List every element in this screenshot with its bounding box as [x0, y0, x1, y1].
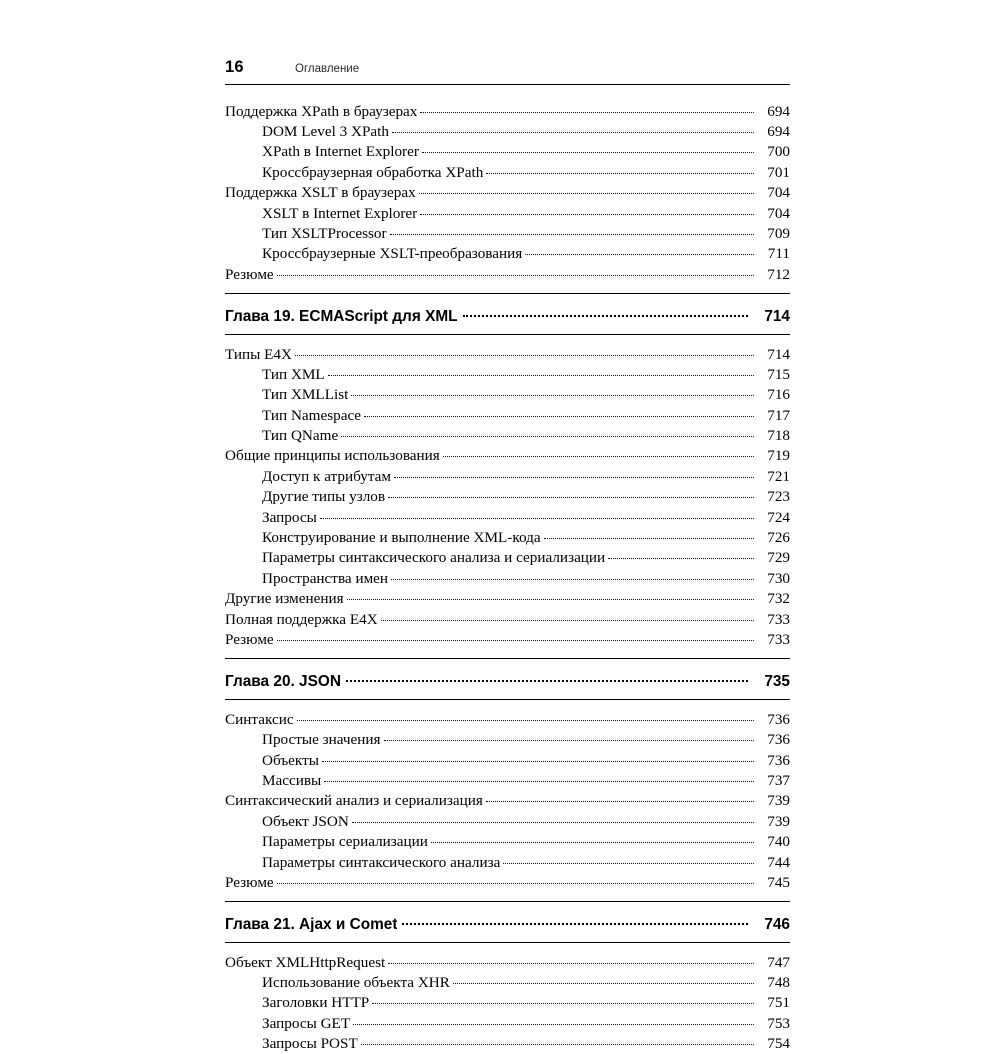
toc-entry-label: Типы E4X: [225, 346, 292, 362]
toc-entry-page-number: 740: [767, 833, 790, 851]
toc-entry-label: DOM Level 3 XPath: [262, 123, 389, 140]
toc-leader-dots: [463, 314, 748, 317]
toc-entry-page-number: 736: [767, 710, 790, 728]
toc-entry-row[interactable]: [225, 629, 790, 649]
toc-leader-dots: [486, 172, 754, 174]
toc-entry-label: Поддержка XSLT в браузерах: [225, 185, 416, 201]
toc-leader-dots: [390, 233, 754, 235]
toc-leader-dots: [394, 476, 754, 478]
toc-chapter-row[interactable]: [225, 901, 790, 943]
toc-entry-page-number: 751: [767, 994, 790, 1012]
toc-entry-label: Резюме: [225, 874, 274, 891]
toc-entry-row[interactable]: [225, 750, 790, 770]
toc-entry-label: Пространства имен: [262, 570, 389, 587]
toc-entry-row[interactable]: [225, 568, 790, 588]
toc-entry-label: Тип QName: [262, 428, 339, 444]
toc-entry-label: Параметры синтаксического анализа: [262, 854, 501, 870]
toc-entry-page-number: 694: [767, 122, 790, 140]
toc-entry-page-number: 735: [764, 672, 790, 690]
toc-entry-page-number: 754: [767, 1035, 790, 1053]
toc-entry-label: Общие принципы использования: [225, 448, 440, 464]
toc-entry-row[interactable]: [225, 507, 790, 527]
toc-leader-dots: [351, 394, 754, 396]
toc-entry-row[interactable]: [225, 121, 790, 141]
toc-entry-row[interactable]: [225, 405, 790, 425]
page-content: [225, 58, 790, 1054]
toc-entry-label: Кроссбраузерные XSLT-преобразования: [262, 246, 523, 262]
toc-entry-row[interactable]: [225, 1013, 790, 1033]
toc-entry-label: Параметры сериализации: [262, 834, 428, 850]
table-of-contents: [225, 101, 790, 1054]
toc-leader-dots: [388, 962, 754, 964]
toc-entry-row[interactable]: [225, 832, 790, 852]
toc-leader-dots: [297, 719, 754, 721]
toc-entry-row[interactable]: [225, 142, 790, 162]
toc-entry-page-number: 726: [767, 529, 790, 547]
toc-leader-dots: [422, 151, 754, 153]
toc-leader-dots: [453, 982, 754, 984]
toc-entry-page-number: 712: [767, 265, 790, 283]
toc-entry-page-number: 748: [767, 974, 790, 992]
toc-entry-row[interactable]: [225, 852, 790, 872]
toc-entry-page-number: 753: [767, 1014, 790, 1032]
toc-entry-page-number: 733: [767, 610, 790, 628]
toc-entry-label: Другие типы узлов: [262, 489, 386, 505]
toc-leader-dots: [346, 679, 748, 682]
running-title: Оглавление: [295, 63, 360, 75]
toc-entry-row[interactable]: [225, 385, 790, 405]
toc-entry-label: Кроссбраузерная обработка XPath: [262, 164, 484, 180]
toc-leader-dots: [420, 213, 754, 215]
toc-leader-dots: [341, 435, 754, 437]
toc-entry-label: Другие изменения: [225, 591, 344, 607]
toc-leader-dots: [431, 841, 754, 843]
toc-entry-page-number: 704: [767, 184, 790, 202]
toc-leader-dots: [324, 780, 754, 782]
toc-entry-page-number: 736: [767, 731, 790, 749]
toc-entry-row[interactable]: [225, 973, 790, 993]
toc-entry-label: XPath в Internet Explorer: [262, 144, 419, 160]
toc-chapter-row[interactable]: [225, 658, 790, 700]
toc-entry-row[interactable]: [225, 548, 790, 568]
toc-leader-dots: [402, 922, 748, 925]
toc-entry-page-number: 744: [767, 853, 790, 871]
toc-entry-page-number: 711: [767, 245, 790, 263]
toc-entry-label: Заголовки HTTP: [262, 995, 370, 1011]
toc-entry-row[interactable]: [225, 264, 790, 284]
toc-leader-dots: [295, 354, 754, 356]
toc-entry-label: Тип XMLList: [262, 387, 349, 403]
toc-entry-label: Массивы: [262, 772, 322, 789]
toc-entry-label: XSLT в Internet Explorer: [262, 205, 418, 221]
toc-entry-row[interactable]: [225, 162, 790, 182]
toc-leader-dots: [388, 496, 754, 498]
toc-entry-page-number: 739: [767, 792, 790, 810]
toc-entry-page-number: 719: [767, 447, 790, 465]
toc-entry-row[interactable]: [225, 952, 790, 972]
toc-leader-dots: [420, 111, 754, 113]
toc-entry-page-number: 732: [767, 590, 790, 608]
toc-entry-page-number: 737: [767, 771, 790, 789]
toc-entry-row[interactable]: [225, 344, 790, 364]
toc-leader-dots: [544, 537, 754, 539]
running-head: [225, 58, 790, 85]
toc-entry-label: Синтаксический анализ и сериализация: [225, 793, 483, 809]
toc-entry-page-number: 694: [767, 102, 790, 120]
toc-entry-page-number: 716: [767, 386, 790, 404]
toc-leader-dots: [364, 415, 754, 417]
toc-entry-row[interactable]: [225, 466, 790, 486]
toc-entry-label: Синтаксис: [225, 711, 294, 727]
toc-entry-page-number: 709: [767, 224, 790, 242]
toc-leader-dots: [322, 760, 754, 762]
toc-entry-row[interactable]: [225, 791, 790, 811]
toc-leader-dots: [361, 1043, 754, 1045]
toc-leader-dots: [372, 1002, 754, 1004]
toc-entry-page-number: 745: [767, 873, 790, 891]
toc-entry-row[interactable]: [225, 203, 790, 223]
toc-leader-dots: [486, 800, 754, 802]
toc-entry-label: Объект JSON: [262, 813, 349, 829]
toc-leader-dots: [277, 274, 754, 276]
toc-entry-row[interactable]: [225, 811, 790, 831]
toc-entry-row[interactable]: [225, 589, 790, 609]
toc-entry-label: Тип XML: [262, 366, 325, 383]
toc-entry-row[interactable]: [225, 709, 790, 729]
toc-entry-page-number: 704: [767, 204, 790, 222]
toc-leader-dots: [443, 455, 754, 457]
toc-entry-label: Простые значения: [262, 732, 381, 748]
toc-entry-label: Поддержка XPath в браузерах: [225, 103, 418, 119]
toc-entry-label: Глава 20. JSON: [225, 673, 341, 690]
toc-leader-dots: [353, 1023, 754, 1025]
toc-entry-page-number: 739: [767, 812, 790, 830]
toc-leader-dots: [392, 131, 754, 133]
toc-entry-page-number: 730: [767, 569, 790, 587]
toc-entry-page-number: 736: [767, 751, 790, 769]
toc-leader-dots: [277, 639, 754, 641]
toc-entry-page-number: 724: [767, 508, 790, 526]
toc-leader-dots: [320, 517, 754, 519]
toc-leader-dots: [277, 882, 754, 884]
toc-entry-page-number: 718: [767, 427, 790, 445]
toc-leader-dots: [384, 739, 754, 741]
toc-entry-label: Резюме: [225, 631, 274, 648]
toc-entry-label: Резюме: [225, 266, 274, 282]
toc-entry-page-number: 700: [767, 143, 790, 161]
toc-entry-page-number: 714: [764, 307, 790, 325]
toc-entry-page-number: 715: [767, 365, 790, 383]
toc-entry-page-number: 729: [767, 549, 790, 567]
toc-entry-row[interactable]: [225, 527, 790, 547]
toc-entry-page-number: 746: [764, 915, 790, 933]
toc-entry-row[interactable]: [225, 993, 790, 1013]
toc-entry-page-number: 721: [767, 467, 790, 485]
toc-entry-row[interactable]: [225, 770, 790, 790]
toc-entry-row[interactable]: [225, 872, 790, 892]
toc-entry-label: Использование объекта XHR: [262, 975, 450, 991]
toc-entry-row[interactable]: [225, 364, 790, 384]
toc-entry-label: Конструирование и выполнение XML-кода: [262, 530, 541, 546]
toc-entry-label: Запросы POST: [262, 1036, 358, 1052]
toc-leader-dots: [525, 253, 754, 255]
toc-entry-label: Объекты: [262, 752, 319, 768]
toc-entry-page-number: 747: [767, 953, 790, 971]
page-folio: 16: [225, 58, 244, 76]
toc-entry-row[interactable]: [225, 730, 790, 750]
toc-entry-label: Глава 19. ECMAScript для XML: [225, 308, 458, 324]
toc-entry-page-number: 733: [767, 630, 790, 648]
toc-entry-label: Запросы GET: [262, 1015, 351, 1032]
toc-entry-label: Доступ к атрибутам: [262, 468, 392, 485]
toc-entry-label: Запросы: [262, 509, 317, 525]
toc-leader-dots: [381, 619, 754, 621]
toc-entry-row[interactable]: [225, 1034, 790, 1054]
toc-leader-dots: [503, 862, 754, 864]
toc-entry-page-number: 701: [767, 163, 790, 181]
toc-leader-dots: [419, 192, 754, 194]
toc-entry-row[interactable]: [225, 183, 790, 203]
toc-entry-label: Глава 21. Ajax и Comet: [225, 916, 398, 933]
toc-entry-row[interactable]: [225, 487, 790, 507]
toc-entry-page-number: 717: [767, 406, 790, 424]
toc-leader-dots: [608, 557, 754, 559]
toc-entry-row[interactable]: [225, 609, 790, 629]
toc-entry-row[interactable]: [225, 425, 790, 445]
toc-leader-dots: [347, 598, 754, 600]
toc-chapter-row[interactable]: [225, 293, 790, 335]
toc-entry-label: Полная поддержка E4X: [225, 611, 378, 627]
toc-entry-label: Объект XMLHttpRequest: [225, 954, 386, 970]
toc-entry-row[interactable]: [225, 446, 790, 466]
toc-entry-label: Параметры синтаксического анализа и сериализации: [262, 550, 606, 566]
toc-entry-page-number: 723: [767, 488, 790, 506]
toc-entry-row[interactable]: [225, 223, 790, 243]
toc-entry-page-number: 714: [767, 345, 790, 363]
toc-entry-label: Тип XSLTProcessor: [262, 225, 387, 242]
toc-entry-row[interactable]: [225, 101, 790, 121]
toc-leader-dots: [328, 374, 754, 376]
toc-leader-dots: [391, 578, 754, 580]
toc-entry-row[interactable]: [225, 244, 790, 264]
toc-entry-label: Тип Namespace: [262, 407, 361, 423]
toc-leader-dots: [352, 821, 754, 823]
